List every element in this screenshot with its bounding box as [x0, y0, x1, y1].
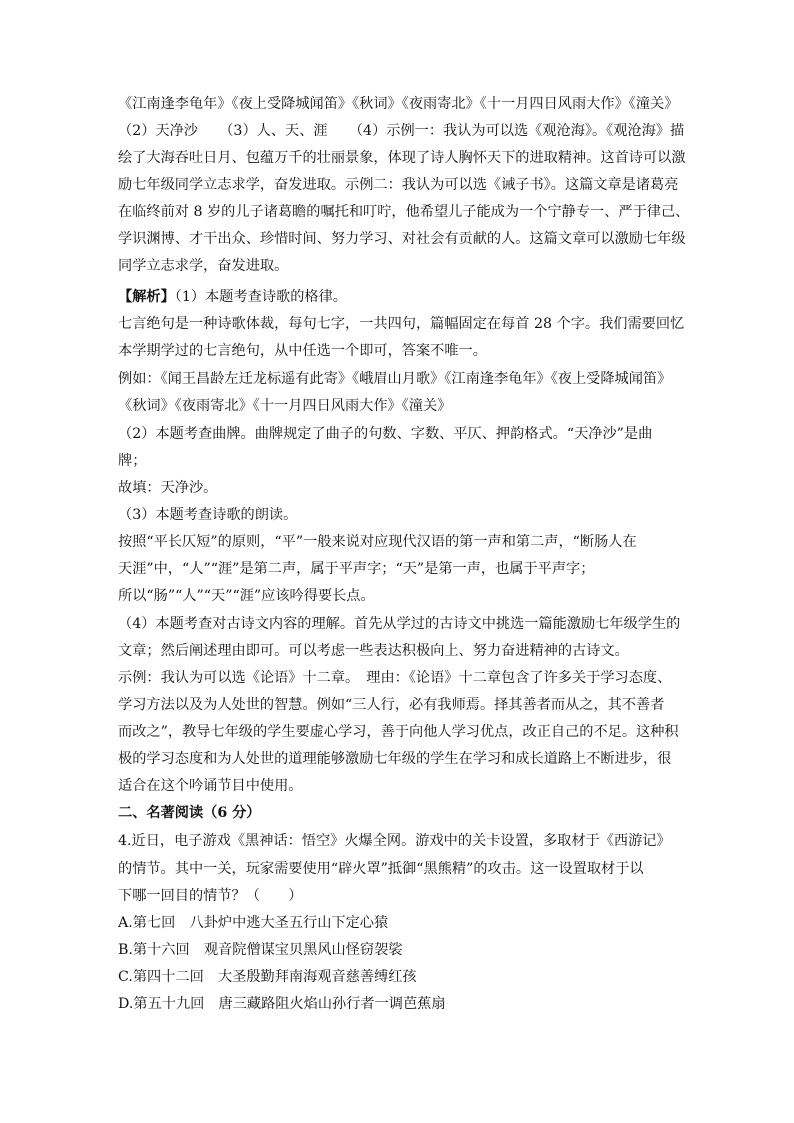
question-4-line-2: 的情节。其中一关，玩家需要使用“辟火罩”抵御“黑熊精”的攻击。这一设置取材于以 — [118, 861, 644, 877]
analysis-p1-line-4: 《秋词》《夜雨寄北》《十一月四日风雨大作》《潼关》 — [118, 398, 452, 414]
analysis-p4-line-2: 文章；然后阐述理由即可。可以考虑一些表达积极向上、努力奋进精神的古诗文。 — [118, 643, 629, 659]
analysis-p1-head: （1）本题考查诗歌的格律。 — [174, 289, 347, 305]
analysis-p4-line-7: 适合在这个吟诵节目中使用。 — [118, 778, 303, 794]
analysis-heading-line — [118, 287, 698, 307]
analysis-p3-line-4: 所以“肠”“人”“天”“涯”应该吟得要长点。 — [118, 588, 375, 604]
section-2-heading: 二、名著阅读（6 分） — [118, 805, 261, 821]
answer-line-5: 在临终前对 8 岁的儿子诸葛瞻的嘱托和叮咛，他希望儿子能成为一个宁静专一、严于律己、 — [118, 204, 690, 220]
analysis-p3-line-1: （3）本题考查诗歌的朗读。 — [118, 507, 298, 523]
option-c: C.第四十二回 大圣殷勤拜南海观音慈善缚红孩 — [118, 969, 417, 985]
answer-line-3: 绘了大海吞吐日月、包蕴万千的壮丽景象，体现了诗人胸怀天下的进取精神。这首诗可以激 — [118, 150, 686, 166]
option-b: B.第十六回 观音院僧谋宝贝黑风山怪窃袈裟 — [118, 942, 403, 958]
answer-line-6: 学识渊博、才干出众、珍惜时间、努力学习、对社会有贡献的人。这篇文章可以激励七年级 — [118, 231, 686, 247]
answer-line-4: 励七年级同学立志求学，奋发进取。示例二：我认为可以选《诫子书》。这篇文章是诸葛亮 — [118, 177, 679, 193]
analysis-p2-line-3: 故填：天净沙。 — [118, 480, 218, 496]
answer-line-1: 《江南逢李龟年》《夜上受降城闻笛》《秋词》《夜雨寄北》《十一月四日风雨大作》《潼关》 — [118, 96, 679, 112]
analysis-p1-line-2: 本学期学过的七言绝句，从中任选一个即可，答案不唯一。 — [118, 343, 487, 359]
answer-line-2: （2）天净沙 （3）人、天、涯 （4）示例一：我认为可以选《观沧海》。《观沧海》描 — [118, 123, 685, 139]
option-a: A.第七回 八卦炉中逃大圣五行山下定心猿 — [118, 915, 389, 931]
analysis-p2-line-2: 牌； — [118, 453, 147, 469]
question-4-line-3: 下哪一回目的情节？（ ） — [118, 888, 303, 904]
analysis-p2-line-1: （2）本题考查曲牌。曲牌规定了曲子的句数、字数、平仄、押韵格式。“天净沙”是曲 — [118, 426, 653, 442]
option-d: D.第五十九回 唐三藏路阻火焰山孙行者一调芭蕉扇 — [118, 996, 446, 1012]
analysis-p3-line-2: 按照“平长仄短”的原则，“平”一般来说对应现代汉语的第一声和第二声，“断肠人在 — [118, 534, 637, 550]
question-4-line-1: 4.近日，电子游戏《黑神话：悟空》火爆全网。游戏中的关卡设置，多取材于《西游记》 — [118, 833, 671, 849]
analysis-p4-line-4: 学习方法以及为人处世的智慧。例如“三人行，必有我师焉。择其善者而从之，其不善者 — [118, 697, 665, 713]
analysis-p4-line-5: 而改之”，教导七年级的学生要虚心学习，善于向他人学习优点，改正自己的不足。这种积 — [118, 724, 679, 740]
analysis-p3-line-3: 天涯”中，“人”“涯”是第二声，属于平声字；“天”是第一声，也属于平声字； — [118, 561, 595, 577]
analysis-p4-line-6: 极的学习态度和为人处世的道理能够激励七年级的学生在学习和成长道路上不断进步，很 — [118, 751, 672, 767]
analysis-p1-line-1: 七言绝句是一种诗歌体裁，每句七字，一共四句，篇幅固定在每首 28 个字。我们需要回忆 — [118, 316, 685, 332]
analysis-tag: 【解析】 — [118, 289, 175, 305]
answer-line-7: 同学立志求学，奋发进取。 — [118, 258, 289, 274]
analysis-p4-line-1: （4）本题考查对古诗文内容的理解。首先从学过的古诗文中挑选一篇能激励七年级学生的 — [118, 616, 681, 632]
analysis-p1-line-3: 例如：《闻王昌龄左迁龙标遥有此寄》《峨眉山月歌》《江南逢李龟年》《夜上受降城闻笛》 — [118, 371, 672, 387]
analysis-p4-line-3: 示例：我认为可以选《论语》十二章。 理由：《论语》十二章包含了许多关于学习态度、 — [118, 670, 672, 686]
